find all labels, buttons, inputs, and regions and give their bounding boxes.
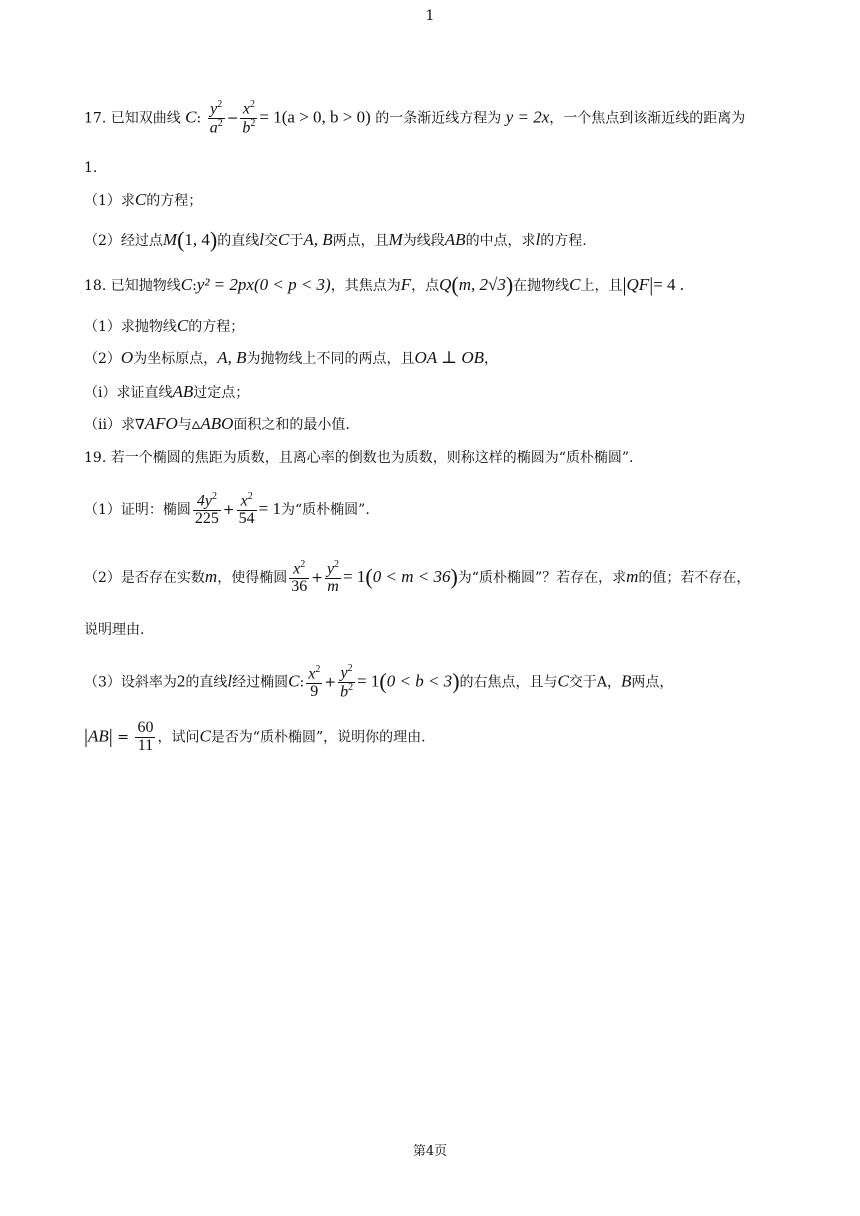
fraction: $\frac{x^2}{b^2}$ bbox=[242, 99, 256, 137]
q18-part2: （2）O为坐标原点，A, B为抛物线上不同的两点，且OA ⊥ OB， bbox=[84, 348, 498, 367]
q17-part2: （2）经过点M(1, 4)的直线l交C于A, B两点，且M为线段AB的中点，求l的方程. bbox=[84, 227, 587, 252]
q18-part2-ii: （ii）求∇AFO与▵ABO面积之和的最小值. bbox=[84, 414, 350, 433]
q17-part1: （1）求C的方程； bbox=[84, 190, 203, 209]
q19-part3: （3）设斜率为2的直线l经过椭圆C: $\frac{x^2}{9}$ + $\frac{y^2}{b^2}$ = 1(0 < b < 3)的右焦点，且与C交于A，B两点， bbox=[84, 663, 674, 701]
page-footer: 第4页 bbox=[412, 1144, 448, 1159]
q17-text: 17. 已知双曲线 bbox=[84, 110, 181, 127]
q19-line1: 19. 若一个椭圆的焦距为质数，且离心率的倒数也为质数，则称这样的椭圆为“质朴椭圆”. bbox=[84, 450, 634, 466]
q17-line2: 1. bbox=[84, 160, 98, 176]
q18-part2-i: （i）求证直线AB过定点； bbox=[84, 382, 250, 401]
q19-part2: （2）是否存在实数m，使得椭圆 $\frac{x^2}{36}$ + $\frac{y^2}{m}$ = 1(0 < m < 36)为“质朴椭圆”？若存在，求m的值；若不存在， bbox=[84, 559, 751, 596]
page-number: 1 bbox=[425, 8, 435, 24]
q19-part1: （1）证明：椭圆 $\frac{4y^2}{225}$ + $\frac{x^2}{54}$ = 1为“质朴椭圆”. bbox=[84, 491, 370, 528]
q19-part3-cont: |AB| = $\frac{60}{11}$ ，试问C是否为“质朴椭圆”，说明你的理由. bbox=[84, 719, 426, 754]
fraction: $\frac{y^2}{a^2}$ bbox=[209, 99, 223, 137]
q18-part1: （1）求抛物线C的方程； bbox=[84, 316, 245, 335]
q17-line1: 17. 已知双曲线 C: $\frac{y^2}{a^2}$ − $\frac{x^2}{b^2}$ = 1(a > 0, b > 0) 的一条渐近线方程为 y = 2x，一个焦点到该渐近线的距离为 bbox=[84, 99, 746, 137]
q18-line1: 18. 已知抛物线C:y² = 2px(0 < p < 3)，其焦点为F，点Q(m, 2√3)在抛物线C上，且|QF|= 4 . bbox=[84, 272, 685, 297]
q19-part2-cont: 说明理由. bbox=[84, 622, 145, 638]
